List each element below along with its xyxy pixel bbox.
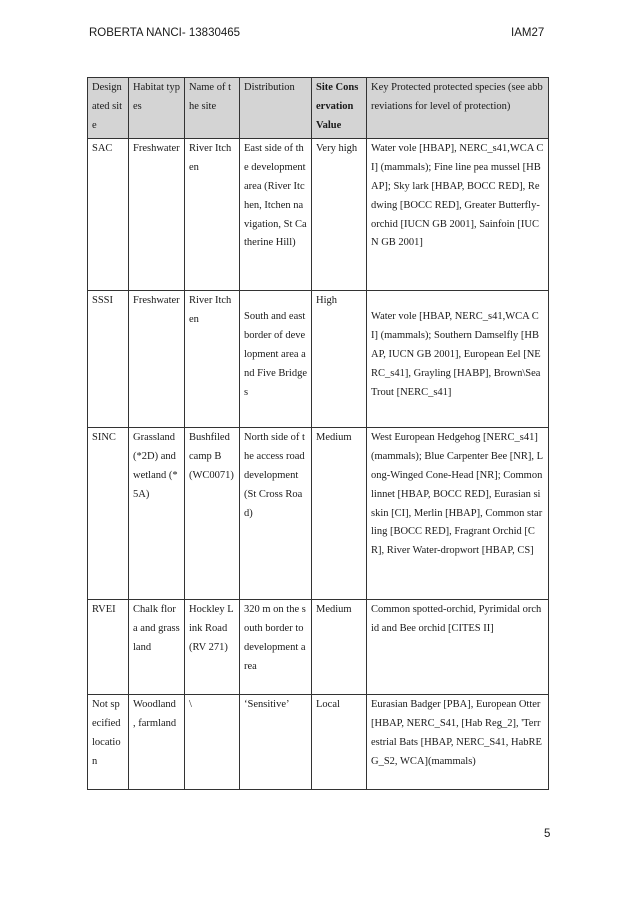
cell-value: Medium [312, 428, 367, 600]
cell-site: RVEI [88, 600, 129, 695]
cell-site: SINC [88, 428, 129, 600]
table-header-row [88, 78, 549, 139]
cell-habitat: Freshwater [129, 291, 185, 428]
cell-distribution: 320 m on the south border to development area [240, 600, 312, 695]
table-row [88, 291, 549, 428]
table-row [88, 695, 549, 790]
cell-value: Local [312, 695, 367, 790]
col-header-distribution: Distribution [240, 78, 312, 139]
cell-site: Not specified location [88, 695, 129, 790]
cell-species-text: Water vole [HBAP, NERC_s41,WCA CI] (mammals); Southern Damselfly [HBAP, IUCN GB 2001], European Eel [NERC_s41], Grayling [HABP], Brown\Sea Trout [NERC_s41] [371, 311, 541, 398]
cell-name: River Itchen [185, 291, 240, 428]
designated-sites-table [87, 77, 549, 790]
header-course-code: IAM27 [511, 27, 545, 39]
cell-name: River Itchen [185, 139, 240, 291]
cell-value: Medium [312, 600, 367, 695]
cell-species: West European Hedgehog [NERC_s41] (mammals); Blue Carpenter Bee [NR], Long-Winged Cone-Head [NR]; Common linnet [HBAP, BOCC RED], Eurasian siskin [CI], Merlin [HBAP], Common starling [BOCC RED], Fragrant Orchid [CR], River Water-dropwort [HBAP, CS] [367, 428, 549, 600]
cell-species: Water vole [HBAP], NERC_s41,WCA CI] (mammals); Fine line pea mussel [HBAP]; Sky lark [HBAP, BOCC RED], Redwing [BOCC RED], Greater Butterfly-orchid [IUCN GB 2001], Sainfoin [IUCN GB 2001] [367, 139, 549, 291]
cell-habitat: Chalk flora and grassland [129, 600, 185, 695]
cell-habitat: Freshwater [129, 139, 185, 291]
header-author-id: ROBERTA NANCI- 13830465 [89, 27, 241, 39]
cell-name: \ [185, 695, 240, 790]
table-row [88, 600, 549, 695]
col-header-site-name: Name of the site [185, 78, 240, 139]
col-header-designated-site: Designated site [88, 78, 129, 139]
cell-site: SSSI [88, 291, 129, 428]
cell-distribution: East side of the development area (River Itchen, Itchen navigation, St Catherine Hill) [240, 139, 312, 291]
cell-distribution: ‘Sensitive’ [240, 695, 312, 790]
cell-species: Common spotted-orchid, Pyrimidal orchid and Bee orchid [CITES II] [367, 600, 549, 695]
cell-distribution [240, 291, 312, 428]
table-row [88, 428, 549, 600]
col-header-habitat-types: Habitat types [129, 78, 185, 139]
cell-site: SAC [88, 139, 129, 291]
cell-name: Bushfiled camp B (WC0071) [185, 428, 240, 600]
table-row [88, 139, 549, 291]
cell-value: Very high [312, 139, 367, 291]
cell-species [367, 291, 549, 428]
cell-habitat: Woodland , farmland [129, 695, 185, 790]
col-header-conservation-value: Site Conservation Value [312, 78, 367, 139]
cell-value: High [312, 291, 367, 428]
cell-name: Hockley Link Road (RV 271) [185, 600, 240, 695]
cell-distribution-text: South and east border of development area and Five Bridges [244, 311, 307, 398]
col-header-protected-species: Key Protected protected species (see abbreviations for level of protection) [367, 78, 549, 139]
page-number: 5 [544, 828, 551, 840]
cell-species: Eurasian Badger [PBA], European Otter [HBAP, NERC_S41, [Hab Reg_2], 'Terrestrial Bats [HBAP, NERC_S41, HabREG_S2, WCA](mammals) [367, 695, 549, 790]
cell-habitat: Grassland (*2D) and wetland (*5A) [129, 428, 185, 600]
cell-distribution: North side of the access road development (St Cross Road) [240, 428, 312, 600]
